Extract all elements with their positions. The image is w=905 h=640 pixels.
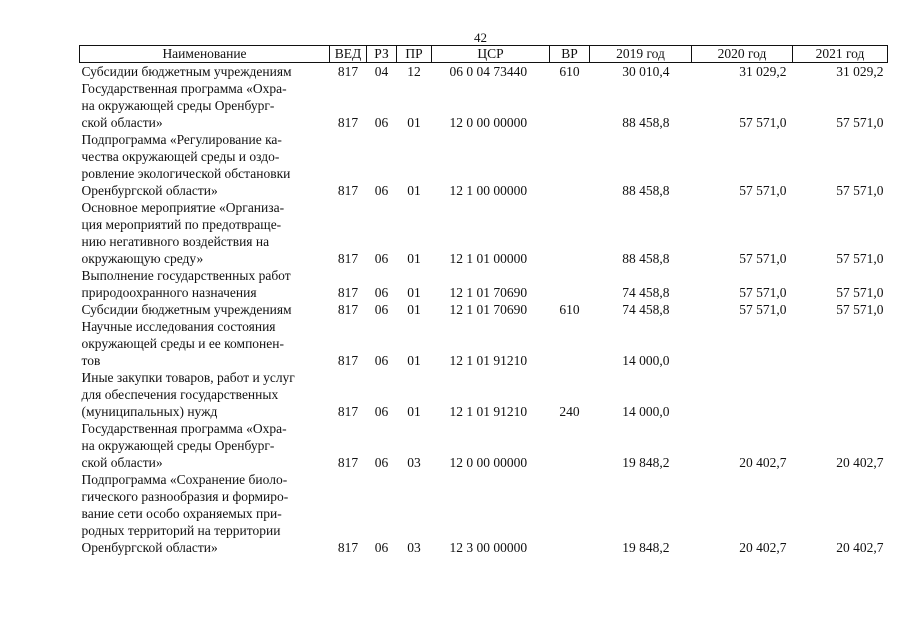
cell-2020: 57 571,0 <box>739 183 787 198</box>
cell-ved: 817 <box>337 285 359 300</box>
cell-csr: 12 1 01 00000 <box>449 251 528 266</box>
cell-rz: 06 <box>374 251 389 266</box>
cell-pr: 01 <box>407 183 421 198</box>
cell-2021 <box>793 369 888 420</box>
row-name <box>80 267 330 301</box>
budget-table <box>79 45 888 556</box>
row-name-line: Научные исследования состояния <box>81 319 276 334</box>
row-name-line: на окружающей среды Оренбург- <box>81 438 275 453</box>
cell-vr <box>550 131 590 199</box>
cell-2020 <box>692 369 793 420</box>
cell-pr: 03 <box>407 455 421 470</box>
cell-vr: 610 <box>559 302 580 317</box>
cell-rz: 06 <box>374 183 389 198</box>
cell-2019: 74 458,8 <box>622 302 670 317</box>
cell-pr: 01 <box>407 353 421 368</box>
row-name-line: Субсидии бюджетным учреждениям <box>81 302 292 317</box>
row-name-line: Государственная программа «Охра- <box>81 421 287 436</box>
cell-2019: 74 458,8 <box>622 285 670 300</box>
row-name-line: гического разнообразия и формиро- <box>81 489 289 504</box>
cell-2019: 88 458,8 <box>622 183 670 198</box>
row-name-line: вание сети особо охраняемых при- <box>81 506 282 521</box>
cell-2020 <box>692 318 793 369</box>
cell-ved: 817 <box>337 455 359 470</box>
row-name-line: Государственная программа «Охра- <box>81 81 287 96</box>
row-name-line: чества окружающей среды и оздо- <box>81 149 280 164</box>
cell-ved: 817 <box>337 540 359 555</box>
row-name <box>80 369 330 420</box>
cell-rz: 04 <box>374 64 389 79</box>
row-name-line: Подпрограмма «Сохранение биоло- <box>81 472 288 487</box>
row-name-line: нию негативного воздействия на <box>81 234 270 249</box>
cell-rz: 06 <box>374 302 389 317</box>
cell-vr <box>550 318 590 369</box>
cell-rz: 06 <box>374 404 389 419</box>
cell-ved: 817 <box>337 115 359 130</box>
row-name <box>80 471 330 556</box>
cell-vr <box>550 199 590 267</box>
cell-vr <box>550 420 590 471</box>
row-name-line: ской области» <box>81 455 163 470</box>
cell-2021: 20 402,7 <box>836 455 884 470</box>
row-name-line: Выполнение государственных работ <box>81 268 291 283</box>
row-name-line: ция мероприятий по предотвраще- <box>81 217 282 232</box>
row-name <box>80 301 330 318</box>
cell-ved: 817 <box>337 302 359 317</box>
table-row <box>80 318 888 369</box>
table-row <box>80 199 888 267</box>
cell-csr: 12 1 01 91210 <box>449 353 528 368</box>
cell-2021 <box>793 318 888 369</box>
cell-csr: 12 1 01 91210 <box>449 404 528 419</box>
table-body <box>80 63 888 557</box>
row-name-line: родных территорий на территории <box>81 523 281 538</box>
cell-2020: 31 029,2 <box>739 64 787 79</box>
header-ved: ВЕД <box>330 46 367 63</box>
cell-ved: 817 <box>337 353 359 368</box>
cell-pr: 01 <box>407 251 421 266</box>
cell-vr <box>550 80 590 131</box>
row-name-line: ской области» <box>81 115 163 130</box>
table-row <box>80 80 888 131</box>
header-name: Наименование <box>80 46 330 63</box>
page-number: 42 <box>474 30 487 45</box>
row-name <box>80 199 330 267</box>
table-row <box>80 63 888 81</box>
cell-csr: 12 1 00 00000 <box>449 183 528 198</box>
cell-ved: 817 <box>337 64 359 79</box>
row-name <box>80 318 330 369</box>
table-row <box>80 420 888 471</box>
cell-2019: 19 848,2 <box>622 540 670 555</box>
table-row <box>80 471 888 556</box>
row-name <box>80 131 330 199</box>
table-row <box>80 131 888 199</box>
cell-pr: 01 <box>407 285 421 300</box>
row-name <box>80 420 330 471</box>
row-name-line: окружающей среды и ее компонен- <box>81 336 284 351</box>
cell-2020: 20 402,7 <box>739 455 787 470</box>
row-name-line: (муниципальных) нужд <box>81 404 218 419</box>
header-rz: РЗ <box>367 46 397 63</box>
cell-ved: 817 <box>337 183 359 198</box>
cell-2021: 57 571,0 <box>836 285 884 300</box>
cell-vr <box>550 267 590 301</box>
cell-2021: 57 571,0 <box>836 251 884 266</box>
cell-csr: 12 3 00 00000 <box>449 540 528 555</box>
row-name-line: Оренбургской области» <box>81 540 218 555</box>
header-2019: 2019 год <box>590 46 692 63</box>
cell-csr: 12 0 00 00000 <box>449 115 528 130</box>
cell-csr: 12 1 01 70690 <box>449 302 528 317</box>
row-name <box>80 80 330 131</box>
table-row <box>80 267 888 301</box>
cell-2019: 19 848,2 <box>622 455 670 470</box>
cell-2020: 57 571,0 <box>739 285 787 300</box>
cell-csr: 12 1 01 70690 <box>449 285 528 300</box>
header-pr: ПР <box>397 46 432 63</box>
cell-2021: 57 571,0 <box>836 302 884 317</box>
cell-rz: 06 <box>374 353 389 368</box>
table-row <box>80 369 888 420</box>
cell-2020: 57 571,0 <box>739 115 787 130</box>
cell-2020: 57 571,0 <box>739 302 787 317</box>
cell-ved: 817 <box>337 251 359 266</box>
cell-vr: 240 <box>559 404 580 419</box>
cell-2020: 57 571,0 <box>739 251 787 266</box>
row-name-line: Иные закупки товаров, работ и услуг <box>81 370 295 385</box>
row-name-line: Оренбургской области» <box>81 183 218 198</box>
cell-rz: 06 <box>374 285 389 300</box>
cell-pr: 01 <box>407 404 421 419</box>
row-name-line: природоохранного назначения <box>81 285 257 300</box>
cell-vr: 610 <box>559 64 580 79</box>
cell-2019: 88 458,8 <box>622 251 670 266</box>
row-name-line: Подпрограмма «Регулирование ка- <box>81 132 282 147</box>
row-name-line: Субсидии бюджетным учреждениям <box>81 64 292 79</box>
cell-vr <box>550 471 590 556</box>
cell-2019: 14 000,0 <box>622 353 670 368</box>
cell-rz: 06 <box>374 115 389 130</box>
cell-pr: 12 <box>407 64 421 79</box>
cell-2021: 31 029,2 <box>836 64 884 79</box>
table-row <box>80 301 888 318</box>
row-name-line: Основное мероприятие «Организа- <box>81 200 285 215</box>
row-name <box>80 63 330 81</box>
cell-rz: 06 <box>374 540 389 555</box>
header-2021: 2021 год <box>793 46 888 63</box>
header-vr: ВР <box>550 46 590 63</box>
row-name-line: ровление экологической обстановки <box>81 166 291 181</box>
cell-2019: 14 000,0 <box>622 404 670 419</box>
row-name-line: окружающую среду» <box>81 251 204 266</box>
cell-csr: 12 0 00 00000 <box>449 455 528 470</box>
cell-pr: 03 <box>407 540 421 555</box>
header-2020: 2020 год <box>692 46 793 63</box>
cell-pr: 01 <box>407 302 421 317</box>
table-header <box>80 46 888 63</box>
cell-2020: 20 402,7 <box>739 540 787 555</box>
cell-ved: 817 <box>337 404 359 419</box>
cell-2019: 30 010,4 <box>622 64 670 79</box>
cell-2021: 57 571,0 <box>836 183 884 198</box>
cell-2021: 20 402,7 <box>836 540 884 555</box>
header-csr: ЦСР <box>432 46 550 63</box>
cell-2019: 88 458,8 <box>622 115 670 130</box>
cell-csr: 06 0 04 73440 <box>449 64 528 79</box>
cell-pr: 01 <box>407 115 421 130</box>
row-name-line: тов <box>81 353 101 368</box>
cell-rz: 06 <box>374 455 389 470</box>
row-name-line: на окружающей среды Оренбург- <box>81 98 275 113</box>
cell-2021: 57 571,0 <box>836 115 884 130</box>
row-name-line: для обеспечения государственных <box>81 387 279 402</box>
